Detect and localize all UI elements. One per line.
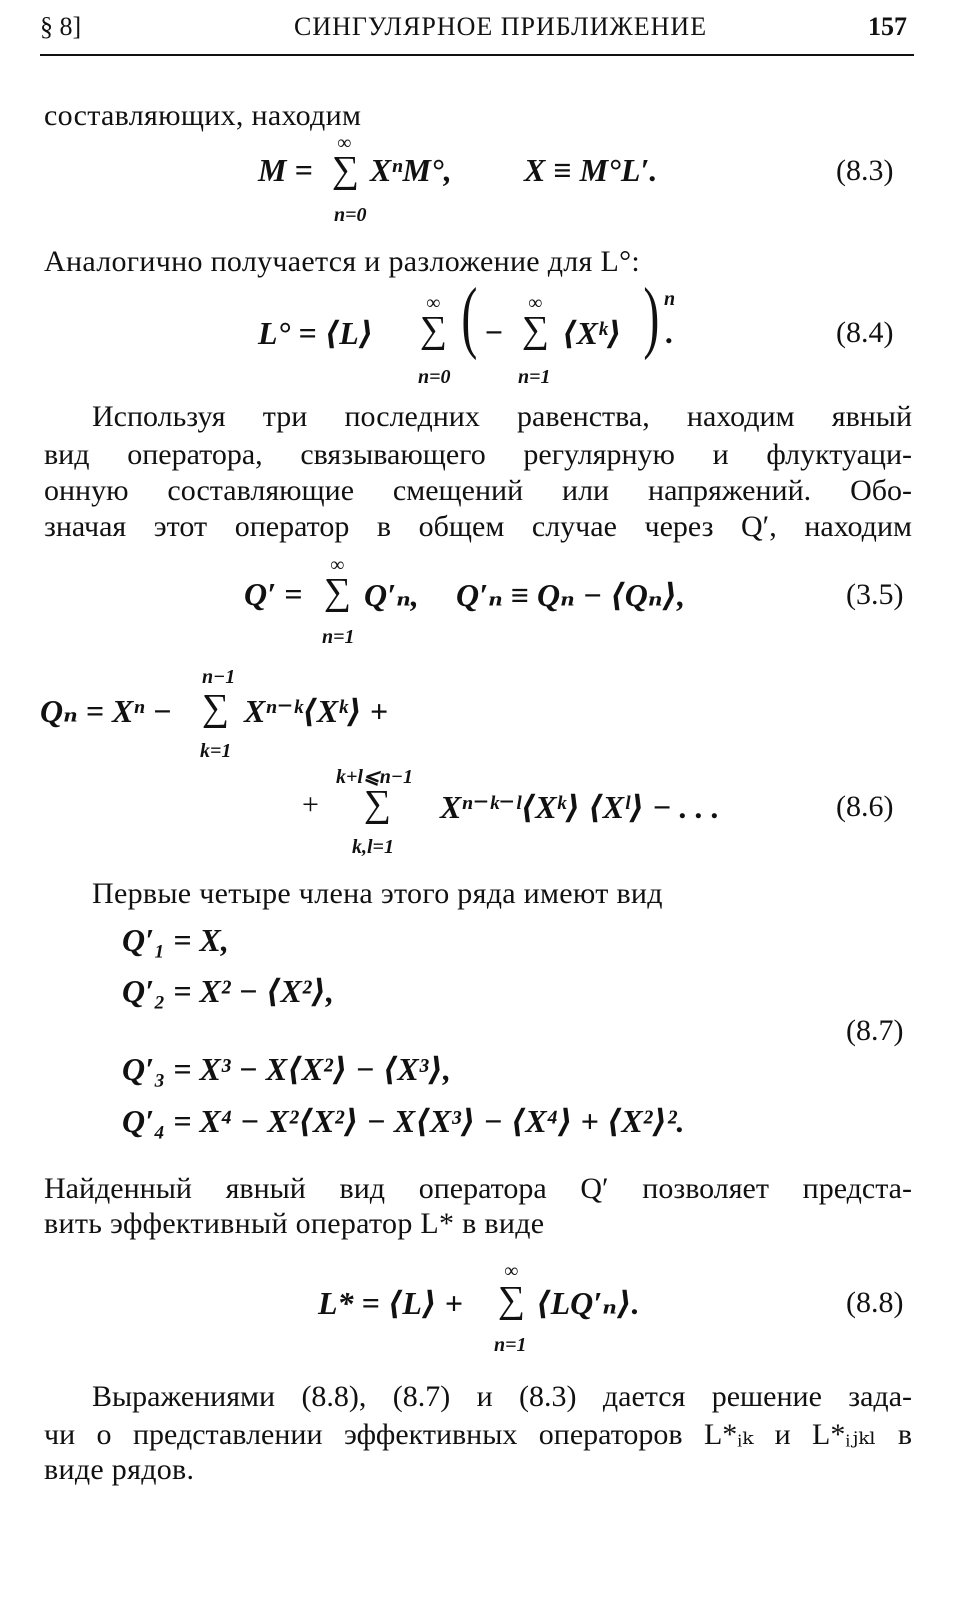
eq-8-8-lhs: L* = ⟨L⟩ +	[318, 1285, 463, 1321]
eq-8-4-inner: −	[484, 314, 504, 350]
eq-8-5-term: Q′ₙ,	[364, 577, 419, 613]
eq-8-4-sum2-upper: ∞	[528, 292, 543, 314]
eq-8-6-line2-plus: +	[302, 788, 319, 821]
eq-8-4-number: (8.4)	[836, 316, 894, 349]
sum-symbol: ∑	[202, 687, 230, 729]
eq-8-6-line1-sum-upper: n−1	[202, 666, 236, 688]
sum-symbol: ∑	[324, 571, 352, 613]
paragraph-5-line-1: Найденный явный вид оператора Q′ позволяет предста-	[44, 1172, 912, 1205]
eq-8-3-lhs: M =	[258, 152, 313, 188]
eq-8-5-sum-upper: ∞	[330, 554, 345, 576]
page-number: 157	[868, 12, 907, 41]
eq-8-5-definition: Q′ₙ ≡ Qₙ − ⟨Qₙ⟩,	[456, 577, 686, 613]
eq-8-4-inner-term: ⟨Xᵏ⟩	[562, 315, 622, 351]
section-marker: § 8]	[40, 12, 82, 41]
paragraph-6-line-2: чи о представлении эффективных операторов L*ᵢₖ и L*ᵢⱼₖₗ в	[44, 1418, 912, 1451]
sum-symbol: ∑	[364, 783, 392, 825]
paragraph-6-line-1: Выражениями (8.8), (8.7) и (8.3) дается решение зада-	[92, 1380, 912, 1413]
eq-8-5-lhs: Q′ =	[244, 576, 303, 612]
eq-8-5-number: (3.5)	[846, 578, 904, 611]
eq-8-6-line2-term: Xⁿ⁻ᵏ⁻ˡ⟨Xᵏ⟩ ⟨Xˡ⟩ − . . .	[440, 789, 720, 825]
eq-8-5-sum-lower: n=1	[322, 626, 355, 648]
eq-8-8-sum-upper: ∞	[504, 1260, 519, 1282]
paragraph-2: Аналогично получается и разложение для L°:	[44, 245, 641, 278]
eq-8-3-number: (8.3)	[836, 154, 894, 187]
paragraph-3-line-4: значая этот оператор в общем случае через Q′, находим	[44, 510, 912, 543]
eq-8-3-definition: X ≡ M°L′.	[524, 152, 658, 188]
eq-8-4-power: n	[664, 288, 676, 310]
paragraph-3-line-1: Используя три последних равенства, находим явный	[92, 400, 912, 433]
eq-8-4-sum1-upper: ∞	[426, 292, 441, 314]
eq-8-6-line1-sum-lower: k=1	[200, 740, 232, 762]
sum-symbol: ∑	[498, 1279, 526, 1321]
eq-8-4-sum1-lower: n=0	[418, 366, 451, 388]
paragraph-4: Первые четыре члена этого ряда имеют вид	[92, 877, 663, 910]
paragraph-3-line-2: вид оператора, связывающего регулярную и флуктуаци-	[44, 438, 912, 471]
paragraph-3-line-3: онную составляющие смещений или напряжений. Обо-	[44, 474, 912, 507]
eq-8-4-sum2-lower: n=1	[518, 366, 551, 388]
eq-8-7-line-2: Q′₂ = X² − ⟨X²⟩,	[122, 973, 335, 1009]
eq-8-4-lhs: L° = ⟨L⟩	[258, 315, 374, 351]
eq-8-6-line1-lhs: Qₙ = Xⁿ −	[40, 693, 172, 729]
eq-8-6-number: (8.6)	[836, 790, 894, 823]
eq-8-8-term: ⟨LQ′ₙ⟩.	[536, 1285, 640, 1321]
sum-symbol: ∑	[332, 149, 360, 191]
right-paren: )	[643, 273, 660, 361]
eq-8-3-term: XⁿM°,	[370, 152, 452, 188]
eq-8-7-line-3: Q′₃ = X³ − X⟨X²⟩ − ⟨X³⟩,	[122, 1051, 451, 1087]
left-paren: (	[461, 273, 478, 361]
header-rule	[40, 54, 914, 56]
sum-symbol: ∑	[420, 309, 448, 351]
eq-8-7-line-4: Q′₄ = X⁴ − X²⟨X²⟩ − X⟨X³⟩ − ⟨X⁴⟩ + ⟨X²⟩².	[122, 1103, 685, 1139]
eq-8-6-line1-term: Xⁿ⁻ᵏ⟨Xᵏ⟩ +	[244, 693, 388, 729]
sum-symbol: ∑	[522, 309, 550, 351]
eq-8-7-line-1: Q′₁ = X,	[122, 922, 229, 958]
eq-8-3-sum-upper: ∞	[337, 132, 352, 154]
eq-8-4-end: .	[666, 314, 674, 350]
paragraph-5-line-2: вить эффективный оператор L* в виде	[44, 1207, 545, 1240]
paragraph-6-line-3: виде рядов.	[44, 1453, 195, 1486]
eq-8-7-number: (8.7)	[846, 1014, 904, 1047]
eq-8-8-sum-lower: n=1	[494, 1334, 527, 1356]
paragraph-1: составляющих, находим	[44, 99, 362, 132]
running-title: СИНГУЛЯРНОЕ ПРИБЛИЖЕНИЕ	[294, 12, 708, 41]
eq-8-6-line2-sum-upper: k+l⩽n−1	[336, 766, 413, 788]
eq-8-6-line2-sum-lower: k,l=1	[352, 836, 394, 858]
eq-8-8-number: (8.8)	[846, 1286, 904, 1319]
eq-8-3-sum-lower: n=0	[334, 204, 367, 226]
